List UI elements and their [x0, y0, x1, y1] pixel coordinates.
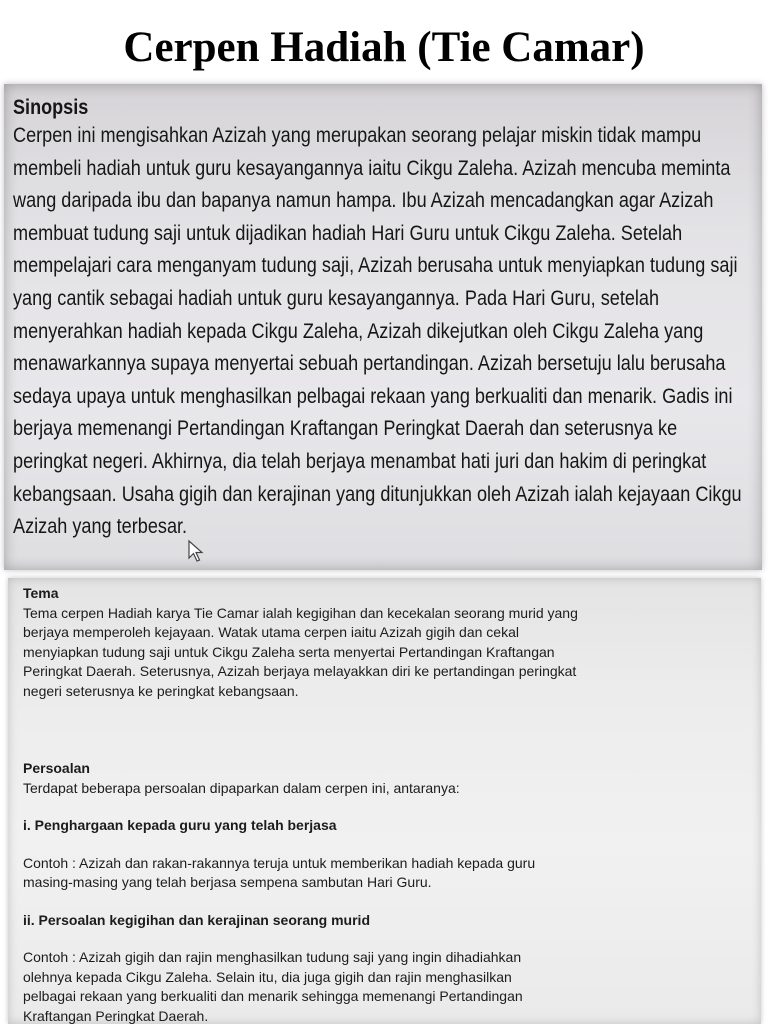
tema-line: berjaya memperoleh kejayaan. Watak utama cerpen iaitu Azizah gigih dan cekal	[23, 624, 519, 640]
mouse-pointer-icon	[187, 539, 209, 563]
persoalan-example-line: pelbagai rekaan yang berkualiti dan menarik sehingga memenangi Pertandingan	[23, 988, 523, 1004]
persoalan-example-line: masing-masing yang telah berjasa sempena sambutan Hari Guru.	[23, 874, 432, 890]
sinopsis-panel	[4, 84, 762, 570]
sinopsis-line: kebangsaan. Usaha gigih dan kerajinan yang ditunjukkan oleh Azizah ialah kejayaan Cikgu	[13, 482, 742, 506]
tema-line: negeri seterusnya ke peringkat kebangsaan.	[23, 682, 299, 699]
tema-heading: Tema	[23, 585, 59, 601]
sinopsis-line: wang daripada ibu dan bapanya namun hampa. Ibu Azizah mencadangkan agar Azizah	[13, 189, 714, 213]
persoalan-example-line: Contoh : Azizah gigih dan rajin menghasilkan tudung saji yang ingin dihadiahkan	[23, 949, 522, 965]
sinopsis-line: Azizah yang terbesar.	[13, 515, 188, 539]
persoalan-example-line: olehnya kepada Cikgu Zaleha. Selain itu, dia juga gigih dan rajin menghasilkan	[23, 968, 512, 985]
sinopsis-line: berjaya memenangi Pertandingan Kraftangan Peringkat Daerah dan seterusnya ke	[13, 417, 678, 441]
sinopsis-line: yang cantik sebagai hadiah untuk guru kesayangannya. Pada Hari Guru, setelah	[13, 286, 660, 310]
sinopsis-heading: Sinopsis	[13, 96, 89, 119]
tema-line: Peringkat Daerah. Seterusnya, Azizah berjaya melayakkan diri ke pertandingan peringkat	[23, 663, 577, 679]
tema-line: menyiapkan tudung saji untuk Cikgu Zaleha serta menyertai Pertandingan Kraftangan	[23, 643, 555, 660]
tema-line: Tema cerpen Hadiah karya Tie Camar ialah kegigihan dan kecekalan seorang murid yang	[23, 604, 578, 621]
persoalan-example-line: Contoh : Azizah dan rakan-rakannya teruja untuk memberikan hadiah kepada guru	[23, 854, 536, 871]
persoalan-example-line: Kraftangan Peringkat Daerah.	[23, 1007, 209, 1024]
sinopsis-line: mempelajari cara menganyam tudung saji, Azizah berusaha untuk menyiapkan tudung saji	[13, 254, 738, 278]
sinopsis-line: Cerpen ini mengisahkan Azizah yang merupakan seorang pelajar miskin tidak mampu	[13, 124, 702, 147]
sinopsis-line: membuat tudung saji untuk dijadikan hadiah Hari Guru untuk Cikgu Zaleha. Setelah	[13, 221, 683, 245]
persoalan-item-title: i. Penghargaan kepada guru yang telah berjasa	[23, 817, 337, 833]
sinopsis-line: menawarkannya supaya menyertai sebuah pertandingan. Azizah bersetuju lalu berusaha	[13, 352, 726, 376]
page-title: Cerpen Hadiah (Tie Camar)	[123, 24, 645, 71]
sinopsis-line: sedaya upaya untuk menghasilkan pelbagai rekaan yang berkualiti dan menarik. Gadis ini	[13, 384, 733, 408]
tema-persoalan-panel	[8, 578, 761, 1024]
persoalan-heading: Persoalan	[23, 760, 90, 776]
sinopsis-line: peringkat negeri. Akhirnya, dia telah berjaya menambat hati juri dan hakim di peringkat	[13, 449, 707, 473]
sinopsis-line: menyerahkan hadiah kepada Cikgu Zaleha, Azizah dikejutkan oleh Cikgu Zaleha yang	[13, 319, 704, 343]
sinopsis-line: membeli hadiah untuk guru kesayangannya iaitu Cikgu Zaleha. Azizah mencuba meminta	[13, 156, 731, 180]
persoalan-item-title: ii. Persoalan kegigihan dan kerajinan seorang murid	[23, 911, 370, 928]
persoalan-intro: Terdapat beberapa persoalan dipaparkan dalam cerpen ini, antaranya:	[23, 779, 460, 796]
